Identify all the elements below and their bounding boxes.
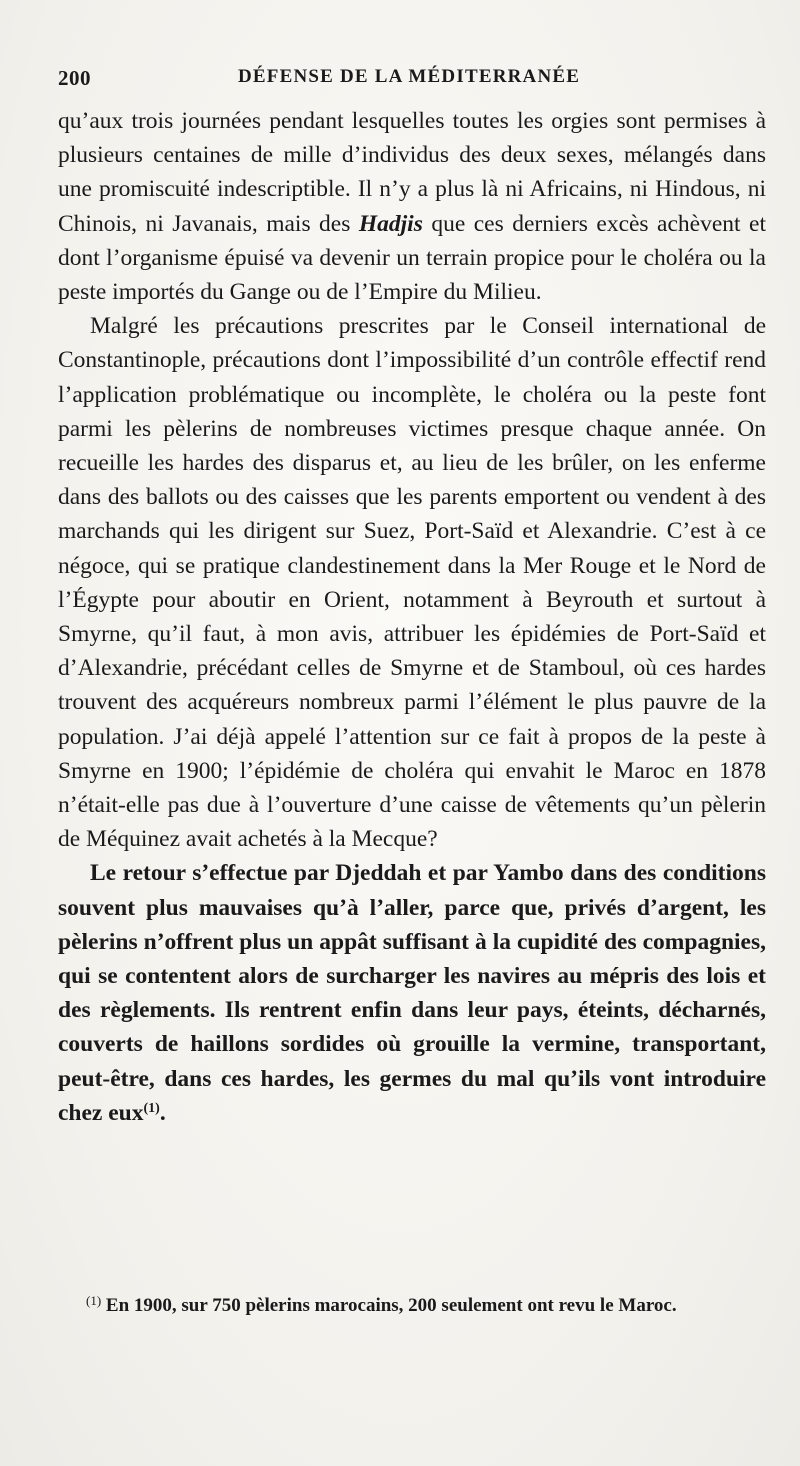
paragraph-2: Malgré les précautions prescrites par le Conseil international de Constantinople, précautions dont l’impossibilité d’un contrôle effectif rend l’application problématique ou incomplète, le choléra ou la peste font parmi les pèlerins de nombreuses victimes presque chaque année. On recueille les hardes des disparus et, au lieu de les brûler, on les enferme dans des ballots ou des caisses que les parents emportent ou vendent à des marchands qui les dirigent sur Suez, Port-Saïd et Alexandrie. C’est à ce négoce, qui se pratique clandestinement dans la Mer Rouge et le Nord de l’Égypte pour aboutir en Orient, notamment à Beyrouth et surtout à Smyrne, qu’il faut, à mon avis, attribuer les épidémies de Port-Saïd et d’Alexandrie, précédant celles de Smyrne et de Stamboul, où ces hardes trouvent des acquéreurs nombreux parmi l’élément le plus pauvre de la population. J’ai déjà appelé l’attention sur ce fait à propos de la peste à Smyrne en 1900; l’épidémie de choléra qui envahit le Maroc en 1878 n’était-elle pas due à l’ouverture d’une caisse de vêtements qu’un pèlerin de Méquinez avait achetés à la Mecque? xyxy=(58,313,766,853)
paragraph-3-text: Le retour s’effectue par Djeddah et par Yambo dans des conditions souvent plus mauvaises qu’à l’aller, parce que, privés d’argent, les pèlerins n’offrent plus un appât suffisant à la cupidité des compagnies, qui se contentent alors de surcharger les navires au mépris des lois et des règlements. Ils rentrent enfin dans leur pays, éteints, décharnés, couverts de haillons sordides où grouille la vermine, transportant, peut-être, dans ces hardes, les germes du mal qu’ils vont introduire chez eux xyxy=(58,860,766,1126)
paragraph-3 xyxy=(58,856,766,1130)
paragraph-1 xyxy=(58,104,766,309)
main-text xyxy=(58,104,766,1130)
page-number: 200 xyxy=(58,66,91,90)
page-header xyxy=(58,66,758,96)
running-title: DÉFENSE DE LA MÉDITERRANÉE xyxy=(238,66,581,87)
footnote xyxy=(58,1286,766,1321)
footnote-marker: (1) xyxy=(86,1293,102,1308)
footnote-reference: (1) xyxy=(143,1100,160,1116)
paragraph-1-part-c: que ces derniers excès achèvent et dont l’organisme épuisé va devenir un terrain propice pour le choléra ou la peste importés du Gange ou de l’Empire du Milieu. xyxy=(58,210,766,306)
footnote-text: En 1900, sur 750 pèlerins marocains, 200 seulement ont revu le Maroc. xyxy=(101,1295,677,1316)
paragraph-3-end: . xyxy=(159,1099,166,1126)
italic-term-hadjis: Hadjis xyxy=(358,210,423,237)
paragraph-1-part-a: qu’aux trois journées pendant lesquelles toutes les orgies sont permises à plusieurs centaines de mille d’individus des deux sexes, mélangés dans une promiscuité indescriptible. Il n’y a plus là ni Africains, ni Hindous, ni Chinois, ni Javanais, mais des xyxy=(58,108,766,237)
